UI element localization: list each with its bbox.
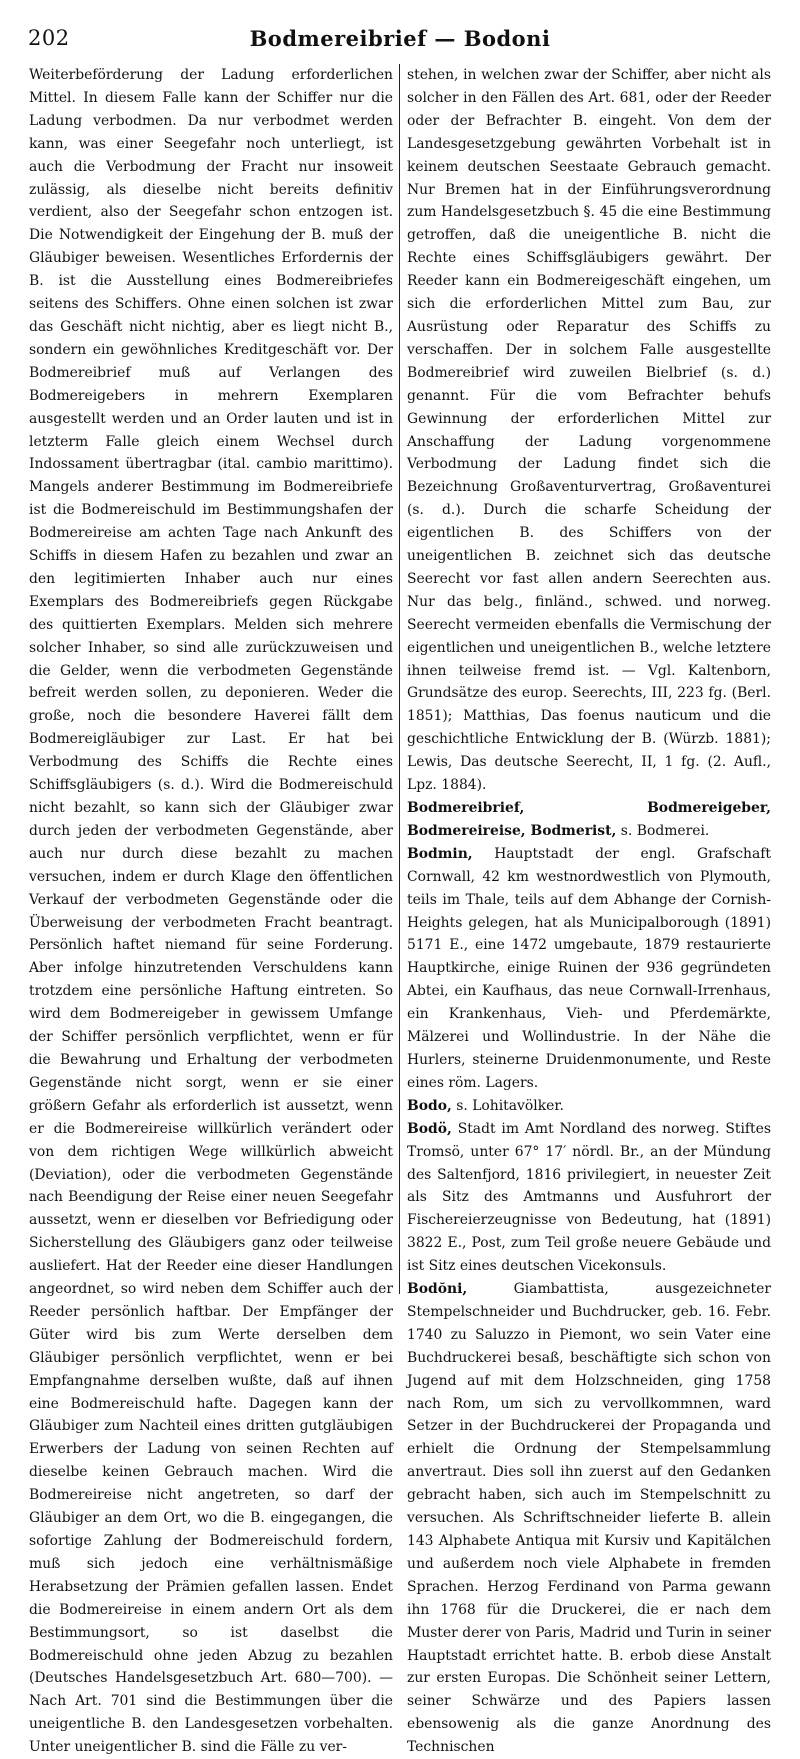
right-column-continuation: stehen, in welchen zwar der Schiffer, aber nicht als solcher in den Fällen des Art. 681, oder der Reeder oder der Befrachter B. eingeht. Von dem der Landesgesetzgebung gewährten Vorbehalt ist in keinem deutschen Seestaate Gebrauch gemacht. Nur Bremen hat in der Einführungsverordnung zum Handelsgesetzbuch §. 45 die eine Bestimmung getroffen, daß die uneigentliche B. nicht die Rechte eines Schiffsgläubigers gewährt. Der Reeder kann ein Bodmereigeschäft eingehen, um sich die erforderlichen Mittel zum Bau, zur Ausrüstung oder Reparatur des Schiffs zu verschaffen. Der in solchem Falle ausgestellte Bodmereibrief wird zuweilen Bielbrief (s. d.) genannt. Für die vom Befrachter behufs Gewinnung der erforderlichen Mittel zur Anschaffung der Ladung vorgenommene Verbodmung der Ladung findet sich die Bezeichnung Großaventurvertrag, Großaventurei (s. d.). Durch die scharfe Scheidung der eigentlichen B. des Schiffers von der uneigentlichen B. zeichnet sich das deutsche Seerecht vor fast allen andern Seerechten aus. Nur das belg., finländ., schwed. und norweg. Seerecht vermeiden ebenfalls die Vermischung der eigentlichen und uneigentlichen B., welche letztere ihnen teilweise fremd ist. — Vgl. Kaltenborn, Grundsätze des europ. Seerechts, III, 223 fg. (Berl. 1851); Matthias, Das foenus nauticum und die geschichtliche Entwicklung der B. (Würzb. 1881); Lewis, Das deutsche Seerecht, II, 1 fg. (2. Aufl., Lpz. 1884). [407, 67, 771, 794]
entry-body: Stadt im Amt Nordland des norweg. Stiftes Tromsö, unter 67° 17′ nördl. Br., an der Mündung des Saltenfjord, 1816 privilegiert, in neuester Zeit als Sitz des Amtmanns und Ausfuhrort der Fischereierzeugnisse von Bedeutung, hat (1891) 3822 E., Post, zum Teil große neuere Gebäude und ist Sitz eines deutschen Vicekonsuls. [407, 1120, 771, 1275]
entry-body: s. Lohitavölker. [451, 1097, 564, 1114]
entry-body: Giambattista, ausgezeichneter Stempelschneider und Buchdrucker, geb. 16. Febr. 1740 zu Saluzzo in Piemont, wo sein Vater eine Buchdruckerei besaß, beschäftigte sich schon von Jugend auf mit dem Holzschneiden, ging 1758 nach Rom, um sich zu vervollkommnen, ward Setzer in der Buchdruckerei der Propaganda und erhielt die Ordnung der Stempelsammlung anvertraut. Dies soll ihn zuerst auf den Gedanken gebracht haben, sich auch im Stempelschnitt zu versuchen. Als Schriftschneider lieferte B. allein 143 Alphabete Antiqua mit Kursiv und Kapitälchen und außerdem noch viele Alphabete in fremden Sprachen. Herzog Ferdinand von Parma gewann ihn 1768 für die Druckerei, die er nach dem Muster derer von Paris, Madrid und Turin in seiner Hauptstadt errichtet hatte. B. erbob diese Anstalt zur ersten Europas. Die Schönheit seiner Lettern, seiner Schwärze und des Papiers lassen ebensowenig als die ganze Anordnung des Technischen [407, 1281, 771, 1756]
entry-body: s. Bodmerei. [616, 822, 710, 839]
entry-bodo [407, 1095, 771, 1118]
right-column [407, 64, 771, 1756]
entry-body: Hauptstadt der engl. Grafschaft Cornwall, 42 km westnordwestlich von Plymouth, teils im Thale, teils auf dem Abhange der Cornish-Heights gelegen, hat als Municipalborough (1891) 5171 E., eine 1472 umgebaute, 1879 restaurierte Hauptkirche, einige Ruinen der 936 gegründeten Abtei, ein Kaufhaus, das neue Cornwall-Irrenhaus, ein Krankenhaus, Vieh- und Pferdemärkte, Mälzerei und Wollindustrie. In der Nähe die Hurlers, steinerne Druidenmonumente, und Reste eines röm. Lagers. [407, 845, 771, 1091]
column-divider [399, 64, 400, 1294]
entry-headword: Bodmereibrief, Bodmereigeber, Bodmereireise, Bodmerist, [407, 800, 771, 839]
entry-bodmereibrief [407, 797, 771, 843]
entry-headword: Bodŏni, [407, 1281, 468, 1298]
entry-bodmin [407, 843, 771, 1095]
entry-bodoe [407, 1118, 771, 1278]
left-column-text: Weiterbeförderung der Ladung erforderlichen Mittel. In diesem Falle kann der Schiffer nur die Ladung verbodmen. Da nur verbodmet werden kann, was einer Seegefahr noch unterliegt, ist auch die Verbodmung der Fracht nur insoweit zulässig, als dieselbe nicht bereits definitiv verdient, also der Seegefahr schon entzogen ist. Die Notwendigkeit der Eingehung der B. muß der Gläubiger beweisen. Wesentliches Erfordernis der B. ist die Ausstellung eines Bodmereibriefes seitens des Schiffers. Ohne einen solchen ist zwar das Geschäft nicht nichtig, aber es liegt nicht B., sondern ein gewöhnliches Kreditgeschäft vor. Der Bodmereibrief muß auf Verlangen des Bodmereigebers in mehrern Exemplaren ausgestellt werden und an Order lauten und ist in letzterm Falle gleich einem Wechsel durch Indossament übertragbar (ital. cambio marittimo). Mangels anderer Bestimmung im Bodmereibriefe ist die Bodmereischuld im Bestimmungshafen der Bodmereireise am achten Tage nach Ankunft des Schiffs in diesem Hafen zu bezahlen und zwar an den legitimierten Inhaber auch nur eines Exemplars des Bodmereibriefs gegen Rückgabe des quittierten Exemplars. Melden sich mehrere solcher Inhaber, so sind alle zurückzuweisen und die Gelder, wenn die verbodmeten Gegenstände befreit werden sollen, zu deponieren. Weder die große, noch die besondere Haverei fällt dem Bodmereigläubiger zur Last. Er hat bei Verbodmung des Schiffs die Rechte eines Schiffsgläubigers (s. d.). Wird die Bodmereischuld nicht bezahlt, so kann sich der Gläubiger zwar durch jeden der verbodmeten Gegenstände, aber auch nur durch diese bezahlt zu machen versuchen, indem er durch Klage den öffentlichen Verkauf der verbodmeten Gegenstände oder die Überweisung der verbodmeten Fracht beantragt. Persönlich haftet niemand für seine Forderung. Aber infolge hinzutretenden Verschuldens kann trotzdem eine persönliche Haftung eintreten. So wird dem Bodmereigeber in gewissem Umfange der Schiffer persönlich verpflichtet, wenn er für die Bewahrung und Erhaltung der verbodmeten Gegenstände nicht sorgt, wenn er sie einer größern Gefahr als erforderlich ist aussetzt, wenn er die Bodmereireise willkürlich verändert oder von dem richtigen Wege willkürlich abweicht (Deviation), oder die verbodmeten Gegenstände nach Beendigung der Reise einer neuen Seegefahr aussetzt, wenn er dieselben vor Befriedigung oder Sicherstellung des Gläubigers ganz oder teilweise ausliefert. Hat der Reeder eine dieser Handlungen angeordnet, so wird neben dem Schiffer auch der Reeder persönlich haftbar. Der Empfänger der Güter wird bis zum Werte derselben dem Gläubiger persönlich verpflichtet, wenn er bei Empfangnahme derselben wußte, daß auf ihnen eine Bodmereischuld hafte. Dagegen kann der Gläubiger zum Nachteil eines dritten gutgläubigen Erwerbers der Ladung von seinen Rechten auf dieselbe keinen Gebrauch machen. Wird die Bodmereireise nicht angetreten, so darf der Gläubiger an dem Ort, wo die B. eingegangen, die sofortige Zahlung der Bodmereischuld fordern, muß sich jedoch eine verhältnismäßige Herabsetzung der Prämien gefallen lassen. Endet die Bodmereireise in einem andern Ort als dem Bestimmungsort, so ist daselbst die Bodmereischuld ohne jeden Abzug zu bezahlen (Deutsches Handelsgesetzbuch Art. 680—700). — Nach Art. 701 sind die Bestimmungen über die uneigentliche B. den Landesgesetzen vorbehalten. Unter uneigentlicher B. sind die Fälle zu ver- [29, 67, 393, 1756]
entry-headword: Bodö, [407, 1120, 452, 1137]
running-title: Bodmereibrief — Bodoni [249, 26, 551, 51]
left-column [29, 64, 393, 1756]
page-header [28, 26, 772, 60]
entry-headword: Bodo, [407, 1097, 452, 1114]
page-number: 202 [28, 26, 70, 50]
entry-headword: Bodmin, [407, 845, 473, 862]
entry-bodoni [407, 1278, 771, 1759]
